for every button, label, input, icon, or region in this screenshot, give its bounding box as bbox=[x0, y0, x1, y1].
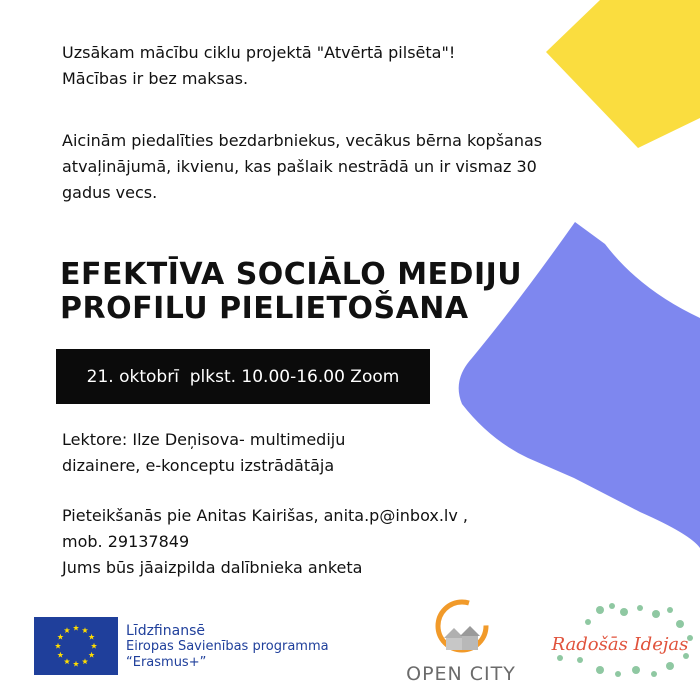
registration-line: Pieteikšanās pie Anitas Kairišas, anita.p@inbox.lv , bbox=[62, 506, 469, 525]
eu-text-line: “Erasmus+” bbox=[126, 655, 207, 670]
invitation-text: Aicinām piedalīties bezdarbniekus, vecākus bērna kopšanas atvaļinājumā, ikvienu, kas pašlaik nestrādā un ir vismaz 30 gadus vecs. bbox=[62, 131, 543, 202]
intro-line: Mācības ir bez maksas. bbox=[62, 69, 249, 88]
lecturer-line: dizainere, e-konceptu izstrādātāja bbox=[62, 456, 335, 475]
registration-line: mob. 29137849 bbox=[62, 532, 190, 551]
lecturer-info bbox=[62, 427, 442, 479]
eu-flag-icon bbox=[34, 617, 118, 675]
event-title bbox=[60, 258, 620, 326]
date-time-banner: 21. oktobrī plkst. 10.00-16.00 Zoom bbox=[56, 349, 430, 404]
eu-cofunding-text bbox=[126, 623, 386, 671]
title-line: PROFILU PIELIETOŠANA bbox=[60, 291, 469, 326]
open-city-house-icon bbox=[444, 626, 480, 650]
intro-line: Uzsākam mācību ciklu projektā "Atvērtā pilsēta"! bbox=[62, 43, 456, 62]
eu-text-line: Eiropas Savienības programma bbox=[126, 639, 329, 654]
intro-text bbox=[62, 40, 582, 92]
lecturer-line: Lektore: Ilze Deņisova- multimediju bbox=[62, 430, 346, 449]
registration-line: Jums būs jāaizpilda dalībnieka anketa bbox=[62, 558, 363, 577]
radosas-idejas-logo bbox=[540, 600, 698, 688]
open-city-label: OPEN CITY bbox=[406, 663, 516, 685]
title-line: EFEKTĪVA SOCIĀLO MEDIJU bbox=[60, 257, 523, 292]
open-city-logo bbox=[386, 598, 536, 690]
registration-info bbox=[62, 503, 582, 581]
eu-text-line: Līdzfinansē bbox=[126, 623, 205, 639]
radosas-idejas-label: Radošās Idejas bbox=[551, 634, 689, 655]
